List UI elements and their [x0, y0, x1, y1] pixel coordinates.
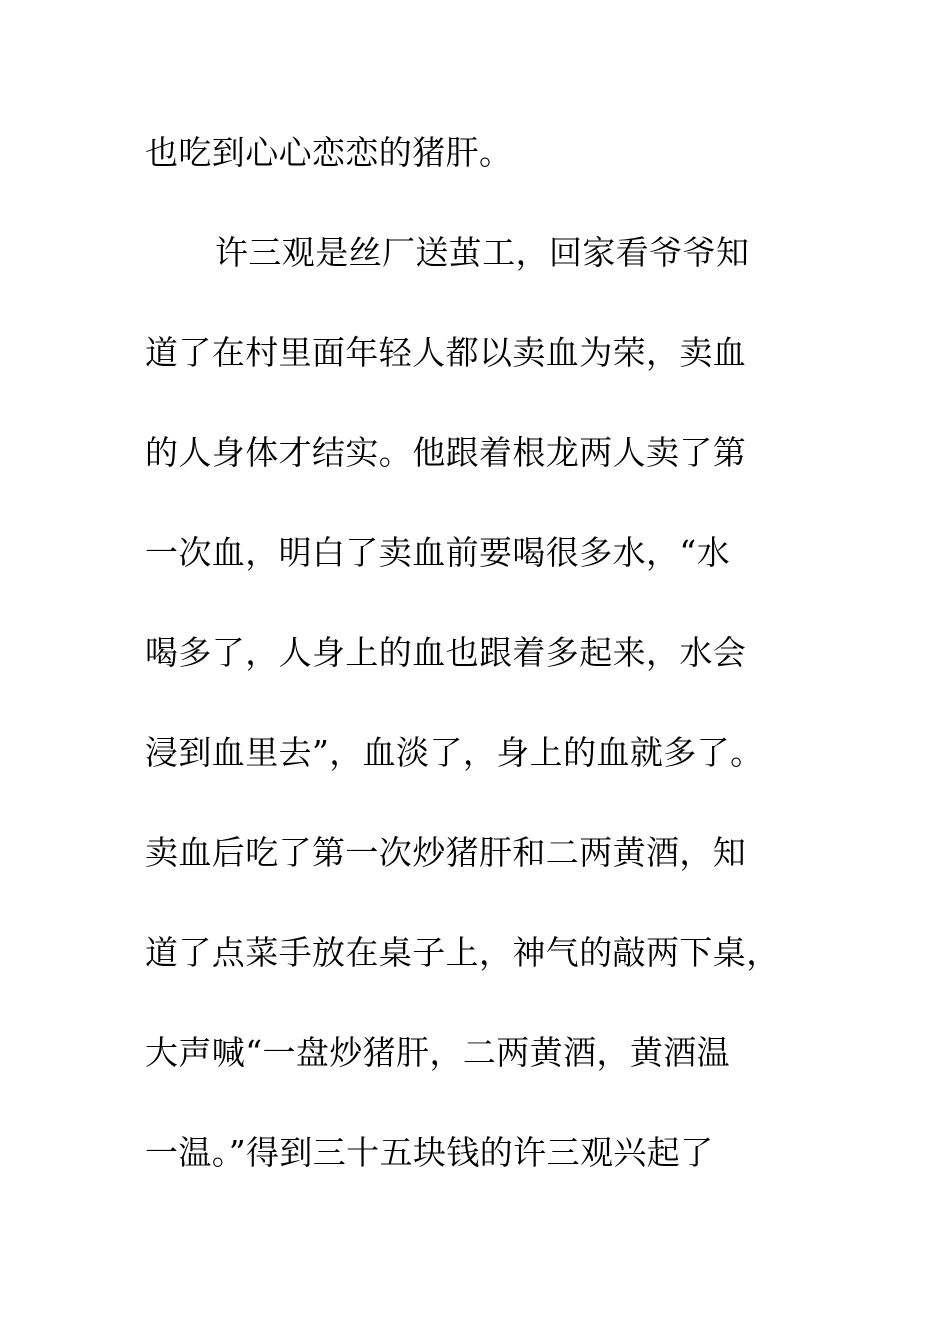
text-line: 喝多了，人身上的血也跟着多起来，水会 — [145, 633, 747, 672]
text-line: 一次血，明白了卖血前要喝很多水，“水 — [145, 533, 731, 572]
text-line: 浸到血里去”，血淡了，身上的血就多了。 — [145, 733, 764, 772]
text-line: 大声喊“一盘炒猪肝，二两黄酒，黄酒温 — [145, 1033, 731, 1072]
text-line: 的人身体才结实。他跟着根龙两人卖了第 — [145, 433, 747, 472]
text-line: 也吃到心心恋恋的猪肝。 — [145, 133, 513, 172]
text-line: 道了在村里面年轻人都以卖血为荣，卖血 — [145, 333, 747, 372]
text-line: 卖血后吃了第一次炒猪肝和二两黄酒，知 — [145, 833, 747, 872]
paragraph-start-line: 许三观是丝厂送茧工，回家看爷爷知 — [215, 233, 750, 272]
text-line: 一温。”得到三十五块钱的许三观兴起了 — [145, 1133, 714, 1172]
text-line: 道了点菜手放在桌子上，神气的敲两下桌， — [145, 933, 780, 972]
